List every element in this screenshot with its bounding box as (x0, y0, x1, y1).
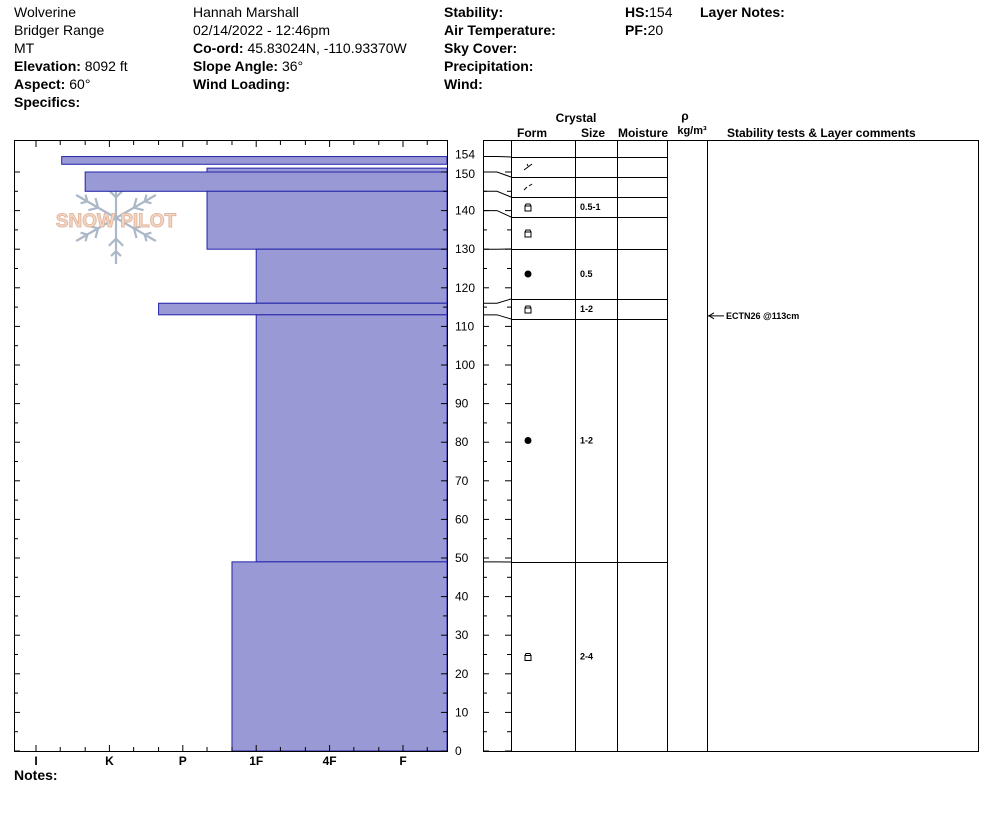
depth-label-100: 100 (455, 358, 476, 372)
comment-text-0: ECTN26 @113cm (726, 310, 800, 321)
air-temperature: Air Temperature: (444, 22, 556, 38)
flake-branch-1-0-0 (88, 208, 98, 211)
slope-angle: Slope Angle: 36° (193, 58, 304, 74)
depth-label-40: 40 (455, 589, 469, 604)
depth-label-90: 90 (455, 396, 469, 411)
stability-header: Stability tests & Layer comments (727, 126, 916, 140)
coordinates: Co-ord: 45.83024N, -110.93370W (193, 40, 407, 56)
depth-connectors (483, 157, 511, 562)
depth-label-110: 110 (455, 319, 475, 334)
crystal-size-5: 1-2 (580, 304, 594, 314)
hardness-bar-0 (62, 157, 447, 165)
connector-6 (483, 315, 511, 319)
state: MT (14, 40, 35, 56)
hardness-label-4F: 4F (322, 754, 337, 768)
moisture-header: Moisture (617, 126, 669, 140)
depth-label-154: 154 (455, 147, 476, 162)
crystal-facet-2 (525, 206, 531, 211)
connector-3 (483, 211, 511, 217)
crystal-sizes (580, 202, 601, 662)
density-header: kg/m³ (677, 125, 707, 137)
hardness-label-1F: 1F (249, 754, 264, 768)
hs: HS:154 (625, 4, 673, 20)
depth-label-0: 0 (455, 744, 462, 758)
depth-label-10: 10 (455, 705, 469, 720)
hardness-bar-1 (207, 168, 447, 172)
rho-header: ρ (681, 109, 689, 123)
hardness-bar-7 (232, 562, 447, 751)
notes-label: Notes: (14, 767, 58, 783)
precipitation: Precipitation: (444, 58, 534, 74)
crystal-round-6 (525, 437, 532, 444)
table-rows (511, 158, 667, 563)
range: Bridger Range (14, 22, 105, 38)
crystal-size-4: 0.5 (580, 269, 593, 279)
layer-table-frame (484, 141, 979, 752)
crystal-dec-b-1 (529, 184, 532, 186)
datetime: 02/14/2022 - 12:46pm (193, 22, 330, 38)
hardness-label-F: F (399, 754, 407, 768)
depth-label-20: 20 (455, 666, 469, 681)
depth-label-130: 130 (455, 242, 476, 257)
location: Wolverine (14, 4, 76, 20)
hardness-tick-labels (34, 754, 406, 768)
depth-label-70: 70 (455, 473, 469, 488)
depth-label-30: 30 (455, 628, 469, 643)
crystal-facet-7 (525, 656, 531, 661)
elevation: Elevation: 8092 ft (14, 58, 128, 74)
layer-notes: Layer Notes: (700, 4, 785, 20)
crystal-header: Crystal (555, 111, 597, 125)
hardness-bar-5 (159, 303, 447, 315)
hardness-bar-3 (207, 191, 447, 249)
connector-5 (483, 299, 511, 303)
depth-label-140: 140 (455, 203, 476, 218)
hardness-label-K: K (105, 754, 114, 768)
hardness-bar-4 (256, 249, 447, 303)
flake-branch-2-1-1 (81, 233, 88, 235)
connector-1 (483, 172, 511, 177)
hardness-bar-2 (85, 172, 447, 191)
depth-label-150: 150 (455, 167, 476, 181)
crystal-size-2: 0.5-1 (580, 202, 601, 212)
pf: PF:20 (625, 22, 664, 38)
stability-comments (707, 311, 799, 321)
logo-text: SNOW PILOT (55, 211, 177, 232)
hardness-bar-6 (256, 315, 447, 562)
size-header: Size (580, 126, 606, 140)
observer: Hannah Marshall (193, 4, 299, 20)
aspect: Aspect: 60° (14, 76, 91, 92)
crystal-round-4 (525, 271, 532, 278)
crystal-dec-a-1 (524, 187, 527, 190)
crystal-facet-3 (525, 232, 531, 237)
flake-branch-5-1-1 (145, 201, 152, 203)
depth-label-50: 50 (455, 551, 469, 565)
flake-branch-1-1-0 (81, 201, 88, 203)
depth-tick-labels (455, 148, 475, 758)
hardness-label-P: P (178, 754, 187, 768)
crystal-size-6: 1-2 (580, 435, 594, 446)
wind-loading: Wind Loading: (193, 76, 291, 92)
wind: Wind: (444, 76, 483, 92)
table-columns (512, 140, 708, 751)
depth-label-120: 120 (455, 280, 476, 295)
depth-label-80: 80 (455, 435, 469, 450)
specifics: Specifics: (14, 94, 81, 110)
hardness-bars (62, 157, 447, 751)
connector-2 (483, 191, 511, 197)
form-header: Form (517, 126, 547, 140)
crystal-size-7: 2-4 (580, 651, 594, 662)
crystal-facet-5 (525, 308, 531, 313)
hardness-label-I: I (34, 754, 38, 768)
stability: Stability: (444, 4, 504, 20)
flake-branch-4-1-0 (145, 233, 152, 235)
depth-label-60: 60 (455, 512, 469, 527)
crystal-newsnow-tick-0 (527, 164, 528, 166)
flake-branch-5-0-1 (134, 208, 144, 211)
sky-cover: Sky Cover: (444, 40, 518, 56)
crystal-forms (524, 164, 532, 661)
